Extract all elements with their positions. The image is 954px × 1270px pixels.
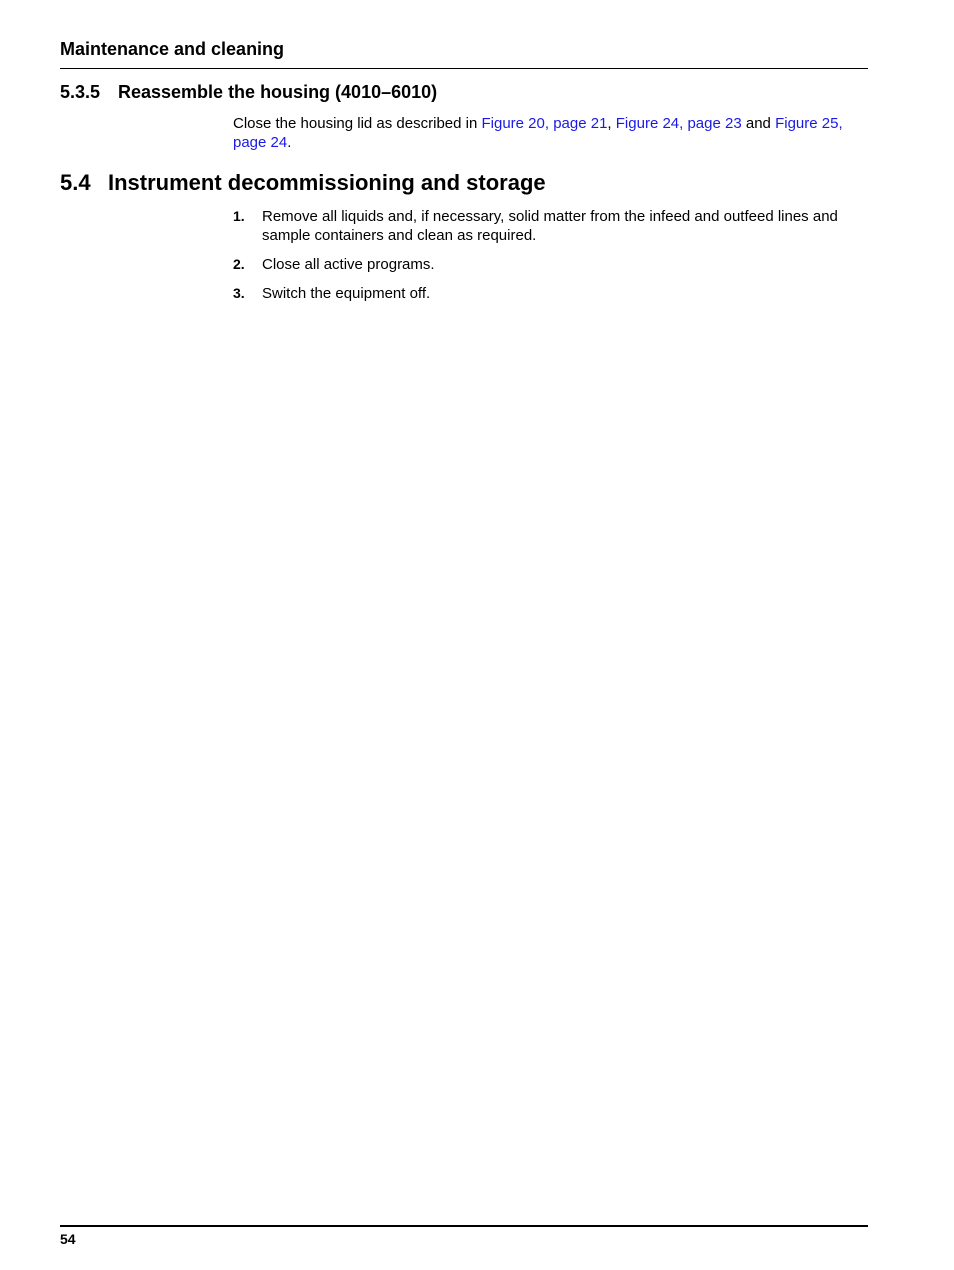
section-heading bbox=[60, 170, 546, 196]
footer-divider bbox=[60, 1225, 868, 1227]
page-number: 54 bbox=[60, 1231, 76, 1247]
paragraph-text-end: . bbox=[287, 134, 292, 151]
step-number: 3. bbox=[233, 285, 245, 301]
step-item bbox=[233, 284, 858, 303]
step-text: Remove all liquids and, if necessary, solid matter from the infeed and outfeed lines and sample containers and clean as required. bbox=[262, 208, 838, 244]
paragraph-text-before: Close the housing lid as described in bbox=[233, 115, 482, 132]
paragraph-text-and: and bbox=[741, 115, 776, 132]
step-item bbox=[233, 255, 858, 274]
decommission-steps-list bbox=[233, 207, 858, 313]
paragraph-separator: , bbox=[607, 115, 616, 132]
step-text: Switch the equipment off. bbox=[262, 285, 431, 302]
running-header: Maintenance and cleaning bbox=[60, 39, 285, 59]
step-item bbox=[233, 207, 858, 245]
section-number: 5.4 bbox=[60, 170, 91, 195]
subsection-title: Reassemble the housing (4010–6010) bbox=[118, 82, 438, 102]
figure-20-link[interactable]: Figure 20, page 21 bbox=[481, 115, 608, 132]
figure-24-link[interactable]: Figure 24, page 23 bbox=[615, 115, 742, 132]
subsection-heading bbox=[60, 81, 437, 103]
subsection-number: 5.3.5 bbox=[60, 82, 101, 102]
reassemble-paragraph bbox=[233, 114, 853, 152]
header-divider bbox=[60, 68, 868, 69]
figure-25-link[interactable]: Figure 25, page 24 bbox=[233, 115, 843, 151]
step-text: Close all active programs. bbox=[262, 256, 435, 273]
step-number: 1. bbox=[233, 208, 245, 224]
section-title: Instrument decommissioning and storage bbox=[108, 170, 546, 195]
step-number: 2. bbox=[233, 256, 245, 272]
